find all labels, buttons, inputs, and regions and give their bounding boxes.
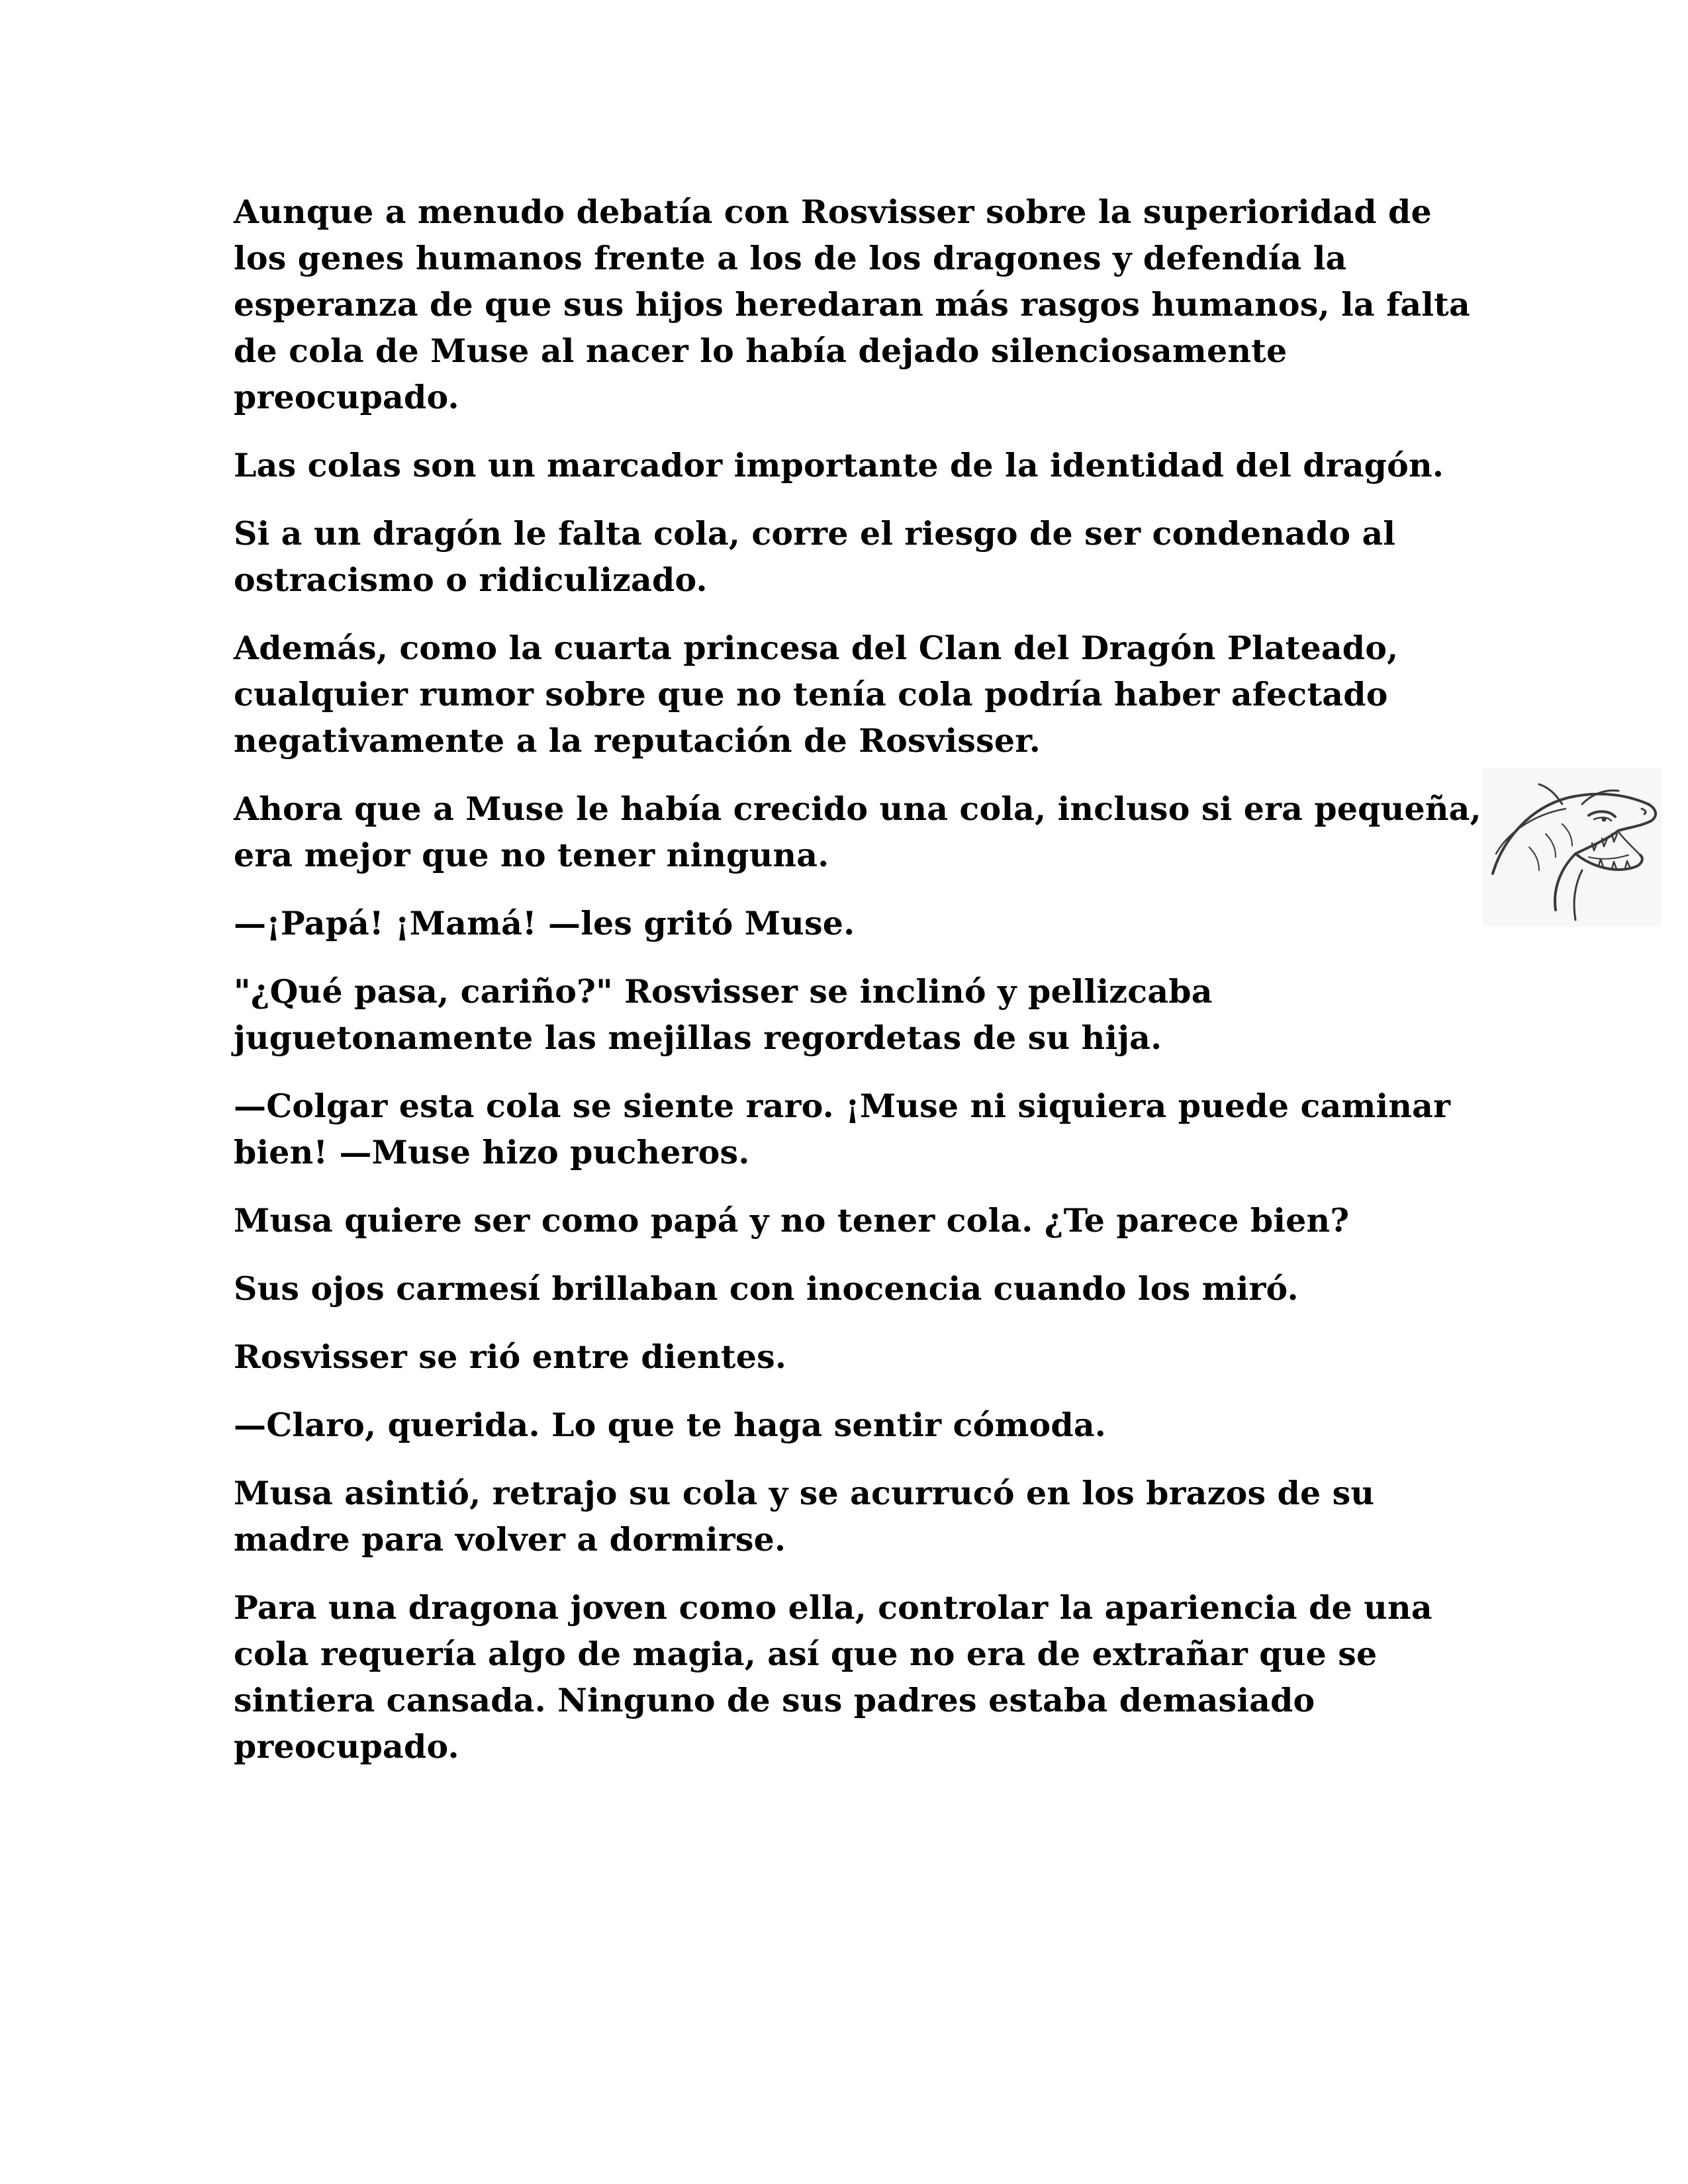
paragraph-8: —Colgar esta cola se siente raro. ¡Muse ni siquiera puede caminar bien! —Muse hizo pucheros. — [234, 1087, 1451, 1171]
paragraph-14: Para una dragona joven como ella, controlar la apariencia de una cola requería algo de magia, así que no era de extrañar que se sintiera cansada. Ninguno de sus padres estaba demasiado preocupado. — [234, 1588, 1432, 1766]
body-text — [234, 189, 1491, 1792]
paragraph-12: —Claro, querida. Lo que te haga sentir cómoda. — [234, 1406, 1107, 1444]
paragraph-5: Ahora que a Muse le había crecido una cola, incluso si era pequeña, era mejor que no tener ninguna. — [234, 790, 1481, 874]
dragon-head-sketch-icon — [1483, 768, 1662, 927]
paragraph-3: Si a un dragón le falta cola, corre el riesgo de ser condenado al ostracismo o ridiculizado. — [234, 514, 1396, 599]
paragraph-6: —¡Papá! ¡Mamá! —les gritó Muse. — [234, 904, 855, 942]
paragraph-2: Las colas son un marcador importante de la identidad del dragón. — [234, 446, 1444, 484]
paragraph-10: Sus ojos carmesí brillaban con inocencia cuando los miró. — [234, 1269, 1299, 1308]
logo-background — [1483, 768, 1662, 927]
paragraph-11: Rosvisser se rió entre dientes. — [234, 1338, 787, 1376]
paragraph-4: Además, como la cuarta princesa del Clan del Dragón Plateado, cualquier rumor sobre que no tenía cola podría haber afectado negativamente a la reputación de Rosvisser. — [234, 629, 1399, 760]
paragraph-9: Musa quiere ser como papá y no tener cola. ¿Te parece bien? — [234, 1201, 1350, 1240]
paragraph-1: Aunque a menudo debatía con Rosvisser sobre la superioridad de los genes humanos frente a los de los dragones y defendía la esperanza de que sus hijos heredaran más rasgos humanos, la falta de cola de Muse al nacer lo había dejado silenciosamente preocupado. — [234, 193, 1470, 416]
paragraph-13: Musa asintió, retrajo su cola y se acurrucó en los brazos de su madre para volver a dormirse. — [234, 1474, 1375, 1559]
paragraph-7: "¿Qué pasa, cariño?" Rosvisser se inclinó y pellizcaba juguetonamente las mejillas regordetas de su hija. — [234, 972, 1213, 1057]
